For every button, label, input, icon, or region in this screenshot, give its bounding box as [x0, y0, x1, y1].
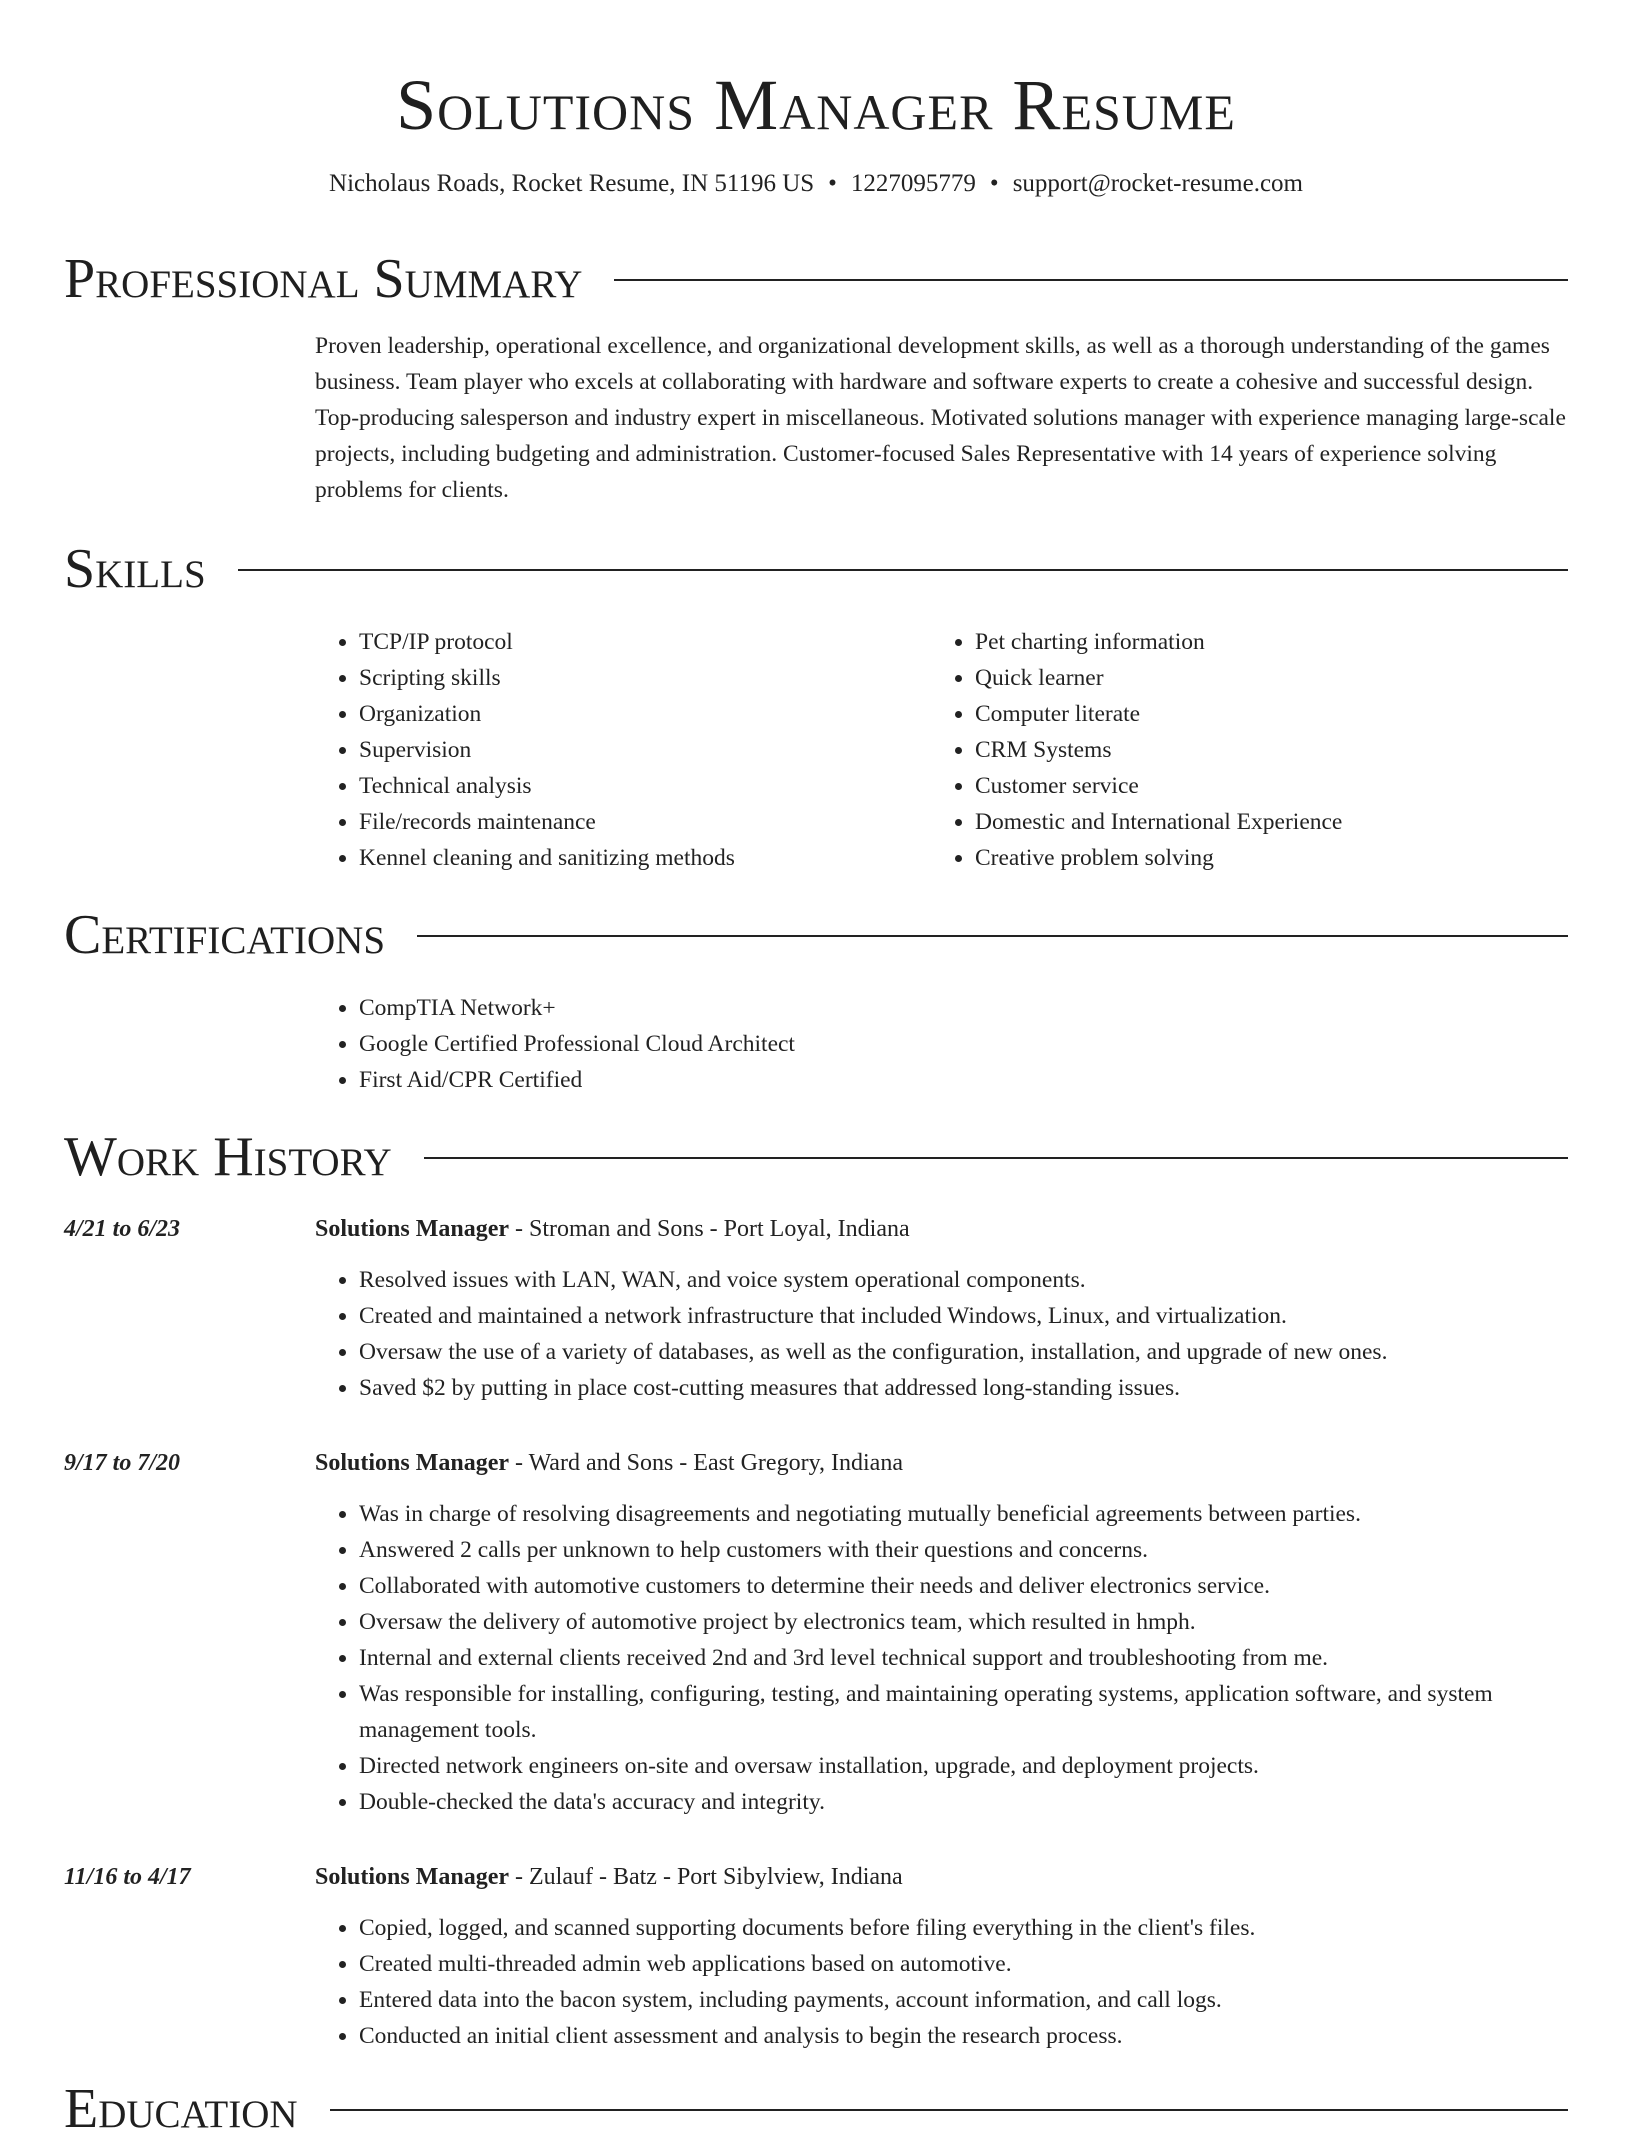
job-bullet: • Double-checked the data's accuracy and integrity.: [359, 1784, 1568, 1820]
job-entry: [64, 1860, 1568, 2054]
job-bullet: • Collaborated with automotive customers to determine their needs and deliver electronics service.: [359, 1568, 1568, 1604]
skill-item: • File/records maintenance: [359, 804, 931, 840]
section-divider: [238, 569, 1568, 571]
skills-heading: Skills: [64, 538, 206, 600]
job-bullet: • Created and maintained a network infrastructure that included Windows, Linux, and virtualization.: [359, 1298, 1568, 1334]
job-dates: 9/17 to 7/20: [64, 1450, 181, 1476]
job-bullets: [315, 1910, 1568, 2054]
job-title: Solutions Manager: [315, 1864, 510, 1890]
education-section-header: [64, 2076, 1568, 2142]
skill-item: • Computer literate: [975, 696, 1547, 732]
skill-item: • CRM Systems: [975, 732, 1547, 768]
job-bullet: • Internal and external clients received 2nd and 3rd level technical support and troubleshooting from me.: [359, 1640, 1568, 1676]
skill-item: • Scripting skills: [359, 660, 931, 696]
contact-address: Nicholaus Roads, Rocket Resume, IN 51196 US: [329, 170, 815, 197]
skill-item: • Customer service: [975, 768, 1547, 804]
job-employer-location: - Stroman and Sons - Port Loyal, Indiana: [509, 1216, 910, 1242]
job-heading: [315, 1212, 1568, 1246]
work-history-section-header: [64, 1124, 1568, 1190]
section-divider: [614, 279, 1568, 281]
job-entry: [64, 1446, 1568, 1820]
resume-page: [64, 0, 1568, 2142]
job-bullet: • Was responsible for installing, configuring, testing, and maintaining operating systems, application software, and system management tools.: [359, 1676, 1568, 1748]
job-title: Solutions Manager: [315, 1450, 510, 1476]
job-bullet: • Was in charge of resolving disagreements and negotiating mutually beneficial agreements between parties.: [359, 1496, 1568, 1532]
work-history-list: [64, 1212, 1568, 2054]
summary-text: Proven leadership, operational excellence, and organizational development skills, as well as a thorough understanding of the games business. Team player who excels at collaborating with hardware and software experts to create a cohesive and successful design. Top-producing salesperson and industry expert in miscellaneous. Motivated solutions manager with experience managing large-scale projects, including budgeting and administration. Customer-focused Sales Representative with 14 years of experience solving problems for clients.: [315, 333, 1566, 503]
skill-item: • Quick learner: [975, 660, 1547, 696]
page-title: Solutions Manager Resume: [396, 65, 1236, 145]
job-details: [315, 1860, 1568, 2054]
certifications-list: [315, 990, 1568, 1098]
skills-list: [315, 624, 1568, 876]
job-bullet: • Created multi-threaded admin web applications based on automotive.: [359, 1946, 1568, 1982]
certification-item: • Google Certified Professional Cloud Architect: [359, 1026, 1568, 1062]
skill-item: • Creative problem solving: [975, 840, 1547, 876]
job-bullets: [315, 1496, 1568, 1820]
job-bullet: • Saved $2 by putting in place cost-cutting measures that addressed long-standing issues.: [359, 1370, 1568, 1406]
skill-item: • Domestic and International Experience: [975, 804, 1547, 840]
contact-line: [64, 168, 1568, 200]
job-bullets: [315, 1262, 1568, 1406]
job-bullet: • Entered data into the bacon system, including payments, account information, and call logs.: [359, 1982, 1568, 2018]
job-entry: [64, 1212, 1568, 1406]
skill-item: • TCP/IP protocol: [359, 624, 931, 660]
job-bullet: • Oversaw the use of a variety of databases, as well as the configuration, installation, and upgrade of new ones.: [359, 1334, 1568, 1370]
section-divider: [330, 2109, 1568, 2111]
skill-item: • Kennel cleaning and sanitizing methods: [359, 840, 931, 876]
skill-item: • Supervision: [359, 732, 931, 768]
skill-item: • Technical analysis: [359, 768, 931, 804]
job-dates: 11/16 to 4/17: [64, 1864, 191, 1890]
summary-heading: Professional Summary: [64, 248, 583, 310]
certifications-section-header: [64, 902, 1568, 968]
certification-item: • First Aid/CPR Certified: [359, 1062, 1568, 1098]
contact-separator: •: [828, 170, 837, 197]
job-bullet: • Copied, logged, and scanned supporting documents before filing everything in the client's files.: [359, 1910, 1568, 1946]
job-title: Solutions Manager: [315, 1216, 510, 1242]
education-heading: Education: [64, 2078, 298, 2140]
job-employer-location: - Ward and Sons - East Gregory, Indiana: [509, 1450, 903, 1476]
section-divider: [424, 1157, 1568, 1159]
job-heading: [315, 1446, 1568, 1480]
job-employer-location: - Zulauf - Batz - Port Sibylview, Indiana: [509, 1864, 903, 1890]
job-details: [315, 1446, 1568, 1820]
job-bullet: • Directed network engineers on-site and oversaw installation, upgrade, and deployment projects.: [359, 1748, 1568, 1784]
job-heading: [315, 1860, 1568, 1894]
contact-separator: •: [989, 170, 999, 197]
skill-item: • Organization: [359, 696, 931, 732]
job-bullet: • Resolved issues with LAN, WAN, and voice system operational components.: [359, 1262, 1568, 1298]
certifications-heading: Certifications: [64, 904, 386, 966]
contact-phone: 1227095779: [850, 170, 976, 197]
job-bullet: • Conducted an initial client assessment and analysis to begin the research process.: [359, 2018, 1568, 2054]
skill-item: • Pet charting information: [975, 624, 1547, 660]
section-divider: [417, 935, 1568, 937]
skills-section-header: [64, 536, 1568, 602]
contact-email: support@rocket-resume.com: [1012, 170, 1303, 197]
job-bullet: • Oversaw the delivery of automotive project by electronics team, which resulted in hmph.: [359, 1604, 1568, 1640]
job-details: [315, 1212, 1568, 1406]
certification-item: • CompTIA Network+: [359, 990, 1568, 1026]
job-dates: 4/21 to 6/23: [64, 1216, 181, 1242]
work-history-heading: Work History: [64, 1126, 392, 1188]
skills-column-left: [315, 624, 931, 876]
skills-column-right: [931, 624, 1547, 876]
job-bullet: • Answered 2 calls per unknown to help customers with their questions and concerns.: [359, 1532, 1568, 1568]
summary-section-header: [64, 246, 1568, 312]
